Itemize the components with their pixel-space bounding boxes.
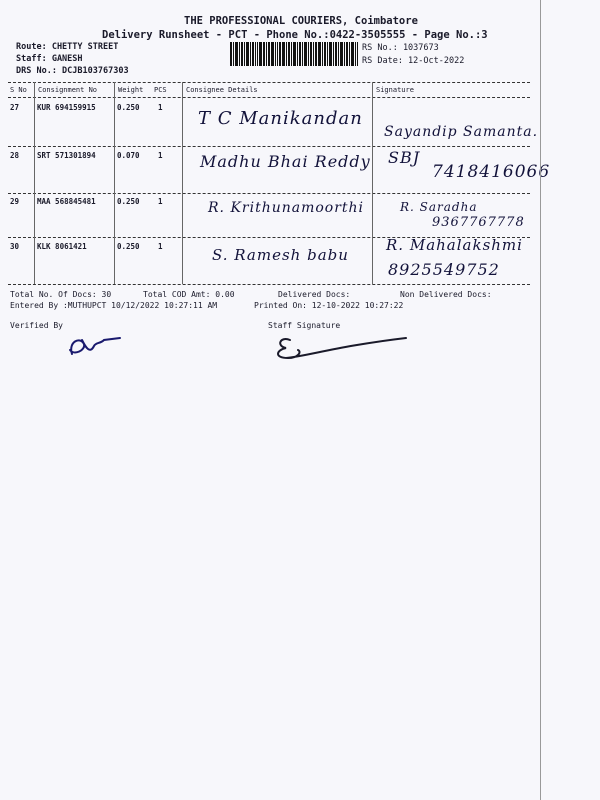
total-docs: Total No. Of Docs: 30 — [10, 290, 112, 299]
verified-by-label: Verified By — [10, 321, 63, 330]
row-sno: 29 — [10, 197, 20, 206]
entered-by: Entered By :MUTHUPCT 10/12/2022 10:27:11 AM — [10, 301, 218, 310]
row-divider — [8, 193, 530, 194]
row-weight: 0.070 — [117, 151, 140, 160]
row-divider — [8, 146, 530, 147]
row-pcs: 1 — [158, 197, 163, 206]
row-sno: 30 — [10, 242, 20, 251]
total-cod: Total COD Amt: 0.00 — [143, 290, 235, 299]
table-header-rule — [8, 97, 530, 98]
row-consignment: SRT 571301894 — [37, 151, 96, 160]
row-weight: 0.250 — [117, 103, 140, 112]
row-weight: 0.250 — [117, 197, 140, 206]
barcode — [230, 42, 358, 66]
column-header-sno: S No — [10, 86, 27, 94]
printed-on: Printed On: 12-10-2022 10:27:22 — [254, 301, 404, 310]
staff-label: Staff: GANESH — [16, 54, 83, 64]
row-consignee-handwritten: S. Ramesh babu — [212, 246, 349, 264]
row-consignee-handwritten: R. Krithunamoorthi — [208, 200, 365, 216]
delivered-docs: Delivered Docs: — [278, 290, 351, 299]
route-label: Route: CHETTY STREET — [16, 42, 119, 52]
row-signature-handwritten: R. Saradha — [400, 200, 478, 214]
column-header-pcs: PCS — [154, 86, 167, 94]
column-divider — [34, 82, 35, 284]
row-consignee-handwritten: T C Manikandan — [198, 108, 363, 129]
column-header-consignee: Consignee Details — [186, 86, 258, 94]
verified-signature-scribble — [60, 330, 130, 360]
column-divider — [114, 82, 115, 284]
row-consignment: MAA 568845481 — [37, 197, 96, 206]
staff-signature-label: Staff Signature — [268, 321, 341, 330]
staff-signature-scribble — [268, 332, 418, 364]
document-title: THE PROFESSIONAL COURIERS, Coimbatore — [184, 15, 418, 27]
row-pcs: 1 — [158, 242, 163, 251]
table-top-rule — [8, 82, 530, 83]
row-consignment: KLK 8061421 — [37, 242, 87, 251]
document-subtitle: Delivery Runsheet - PCT - Phone No.:0422-3505555 - Page No.:3 — [102, 29, 488, 41]
column-header-consignment: Consignment No — [38, 86, 98, 94]
row-pcs: 1 — [158, 103, 163, 112]
row-phone-handwritten: 8925549752 — [388, 260, 500, 279]
row-signature-handwritten: SBJ — [388, 148, 421, 167]
row-signature-handwritten: R. Mahalakshmi — [386, 236, 523, 254]
rs-date: RS Date: 12-Oct-2022 — [362, 56, 465, 66]
column-divider — [372, 82, 373, 284]
table-bottom-rule — [8, 284, 530, 285]
row-phone-handwritten: 9367767778 — [432, 215, 525, 230]
rs-number: RS No.: 1037673 — [362, 43, 439, 53]
row-consignee-handwritten: Madhu Bhai Reddy — [200, 152, 371, 171]
column-header-weight: Weight — [118, 86, 144, 94]
row-sno: 27 — [10, 103, 20, 112]
column-header-signature: Signature — [376, 86, 414, 94]
row-weight: 0.250 — [117, 242, 140, 251]
row-pcs: 1 — [158, 151, 163, 160]
row-consignment: KUR 694159915 — [37, 103, 96, 112]
column-divider — [182, 82, 183, 284]
row-sno: 28 — [10, 151, 20, 160]
row-phone-handwritten: 7418416066 — [432, 162, 551, 182]
drs-label: DRS No.: DCJB103767303 — [16, 66, 129, 76]
row-signature-handwritten: Sayandip Samanta. — [384, 124, 539, 140]
page-edge-line — [540, 0, 541, 800]
non-delivered-docs: Non Delivered Docs: — [400, 290, 492, 299]
